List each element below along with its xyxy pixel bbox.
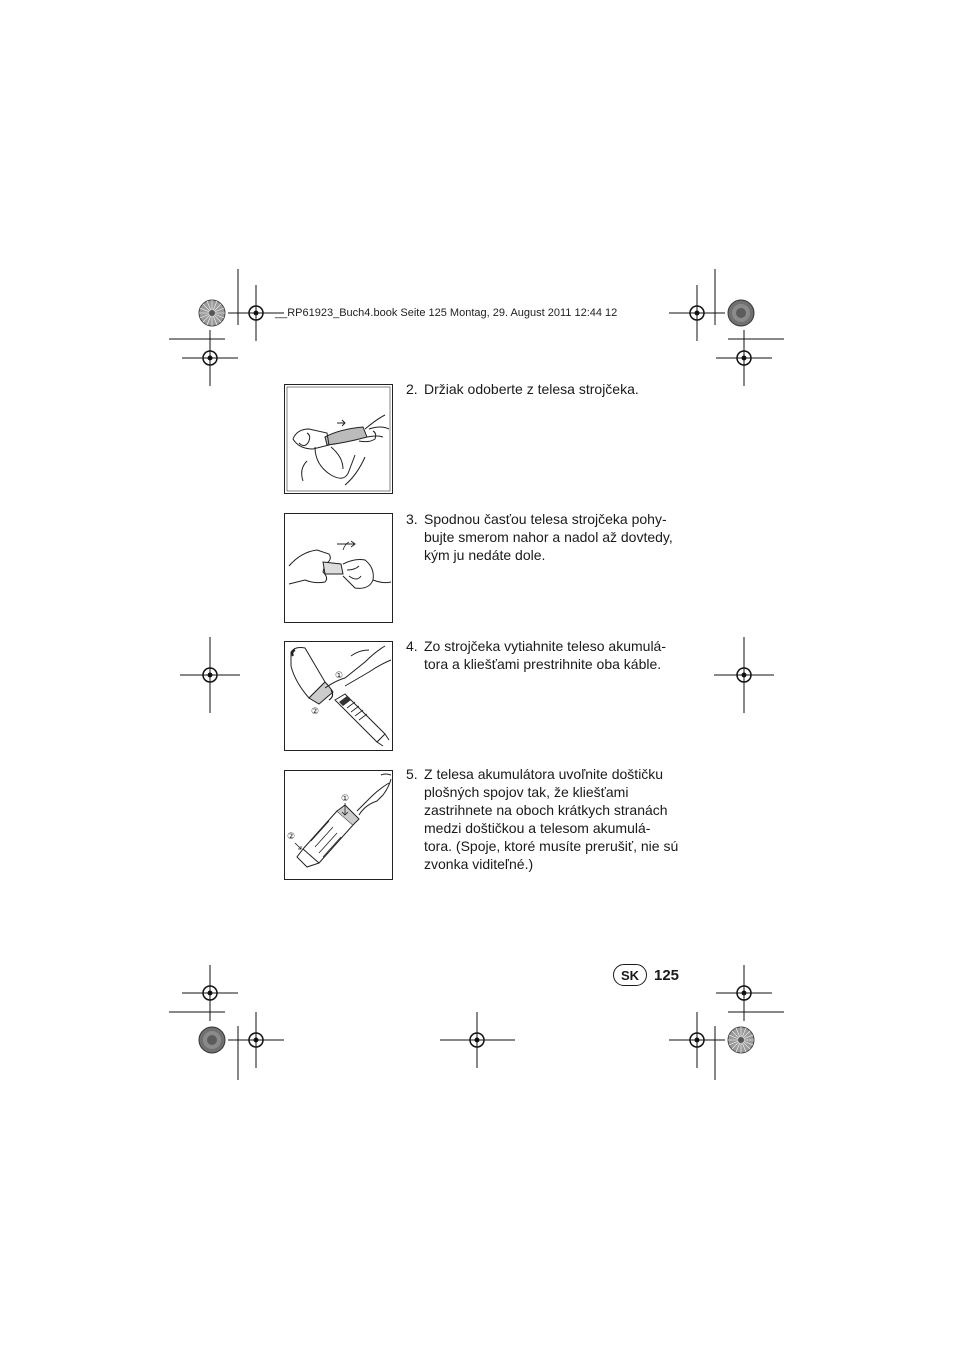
- step-2: [406, 380, 696, 398]
- step-3: [406, 510, 696, 564]
- figure-step-4: [284, 641, 393, 751]
- print-info-header: __RP61923_Buch4.book Seite 125 Montag, 29. August 2011 12:44 12: [275, 307, 618, 319]
- step-line: tora a kliešťami prestrihnite oba káble.: [424, 656, 662, 672]
- step-4: [406, 637, 696, 673]
- marker-one: ①: [341, 794, 350, 804]
- step-line: Spodnou časťou telesa strojčeka pohy-: [424, 511, 667, 527]
- step-line: zastrihnete na oboch krátkych stranách: [424, 802, 668, 818]
- step-number: 4.: [406, 638, 418, 654]
- step-number: 3.: [406, 511, 418, 527]
- step-5: [406, 765, 696, 873]
- step-number: 2.: [406, 381, 418, 397]
- step-number: 5.: [406, 766, 418, 782]
- figure-step-3: [284, 513, 393, 623]
- step-line: Zo strojčeka vytiahnite teleso akumulá-: [424, 638, 666, 654]
- step-line: zvonka viditeľné.): [424, 856, 534, 872]
- step-line: medzi doštičkou a telesom akumulá-: [424, 820, 651, 836]
- step-line: bujte smerom nahor a nadol až dovtedy,: [424, 529, 673, 545]
- hands-remove-holder-illustration: [285, 385, 392, 493]
- hands-move-bottom-part-illustration: [285, 514, 392, 622]
- step-line: Držiak odoberte z telesa strojčeka.: [424, 381, 639, 397]
- step-line: kým ju nedáte dole.: [424, 547, 546, 563]
- pliers-cut-cables-illustration: [285, 642, 392, 750]
- step-line: plošných spojov tak, že kliešťami: [424, 784, 629, 800]
- language-badge: SK: [613, 964, 647, 986]
- marker-two: ②: [311, 707, 320, 717]
- marker-one: ①: [335, 671, 344, 681]
- page-footer: [613, 964, 679, 986]
- step-line: tora. (Spoje, ktoré musíte prerušiť, nie sú: [424, 838, 679, 854]
- figure-step-5: [284, 770, 393, 880]
- pliers-release-circuit-board-illustration: [285, 771, 392, 879]
- marker-two: ②: [287, 832, 296, 842]
- step-line: Z telesa akumulátora uvoľnite doštičku: [424, 766, 664, 782]
- page-number: 125: [654, 966, 680, 984]
- figure-step-2: [284, 384, 393, 494]
